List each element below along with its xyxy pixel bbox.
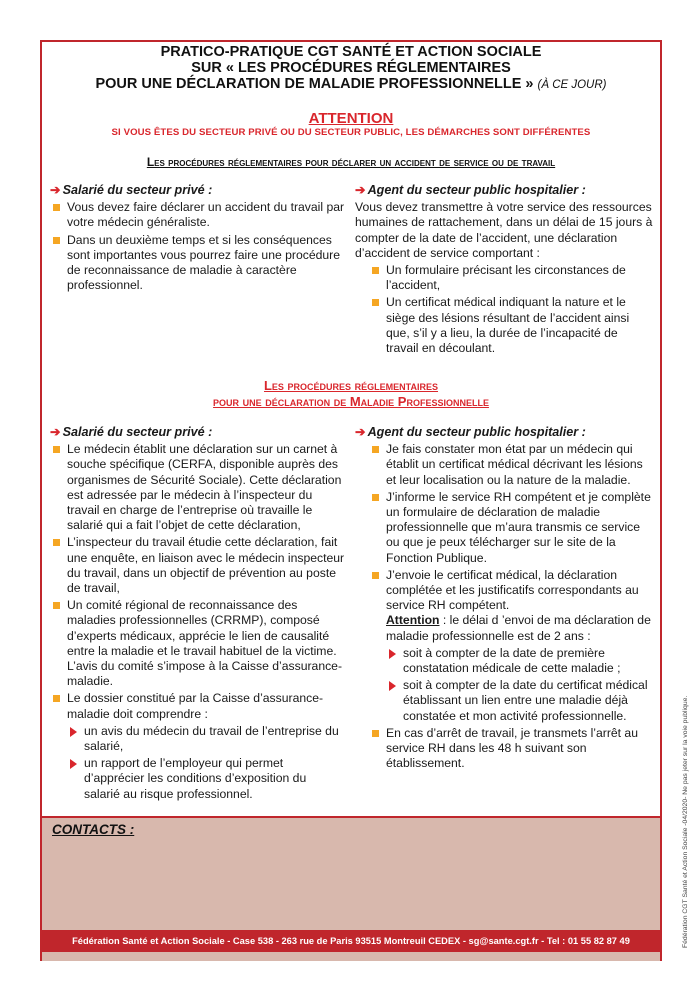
section2-right-sublist [386,646,653,724]
list-item: un avis du médecin du travail de l’entreprise du salarié, [67,724,345,754]
attention-label: Attention [386,613,440,628]
section2-title-line-1: Les procédures réglementaires [263,378,439,393]
list-item: J’envoie le certificat médical, la déclaration complétée et les justificatifs correspondants au service RH compétent. Attention : le délai d ’envoi de ma déclaration de maladie professionnelle est de 2 ans : soit à compter de la date de première constatation médicale de cette maladie ; soit à compter de la date du certificat médical établissant un lien entre une maladie déjà constatée et mon activité professionnelle. [369,568,653,724]
list-item: Un certificat médical indiquant la nature et le siège des lésions résultant de l’accident ainsi que, s’il y a lieu, la durée de l’incapacité de travail en découlant. [369,295,653,356]
list-item: Dans un deuxième temps et si les conséquences sont importantes vous pourrez faire une procédure de reconnaissance de maladie à caractère professionnel. [50,233,345,294]
section2-title [40,378,662,410]
list-item: Un formulaire précisant les circonstances de l’accident, [369,263,653,293]
section2-right-column [355,425,653,773]
arrow-icon: ➔ [355,183,366,197]
section1-left-heading [50,183,345,198]
section2-right-list [369,442,653,771]
triangle-bullet-icon [70,759,77,769]
section1-left-list [50,200,345,293]
triangle-bullet-icon [389,681,396,691]
title-line-3 [40,76,662,93]
attention-heading: ATTENTION [308,110,394,127]
arrow-icon: ➔ [50,425,61,439]
list-item: soit à compter de la date du certificat médical établissant un lien entre une maladie déjà constatée et mon activité professionnelle. [386,678,653,724]
list-item: Un comité régional de reconnaissance des maladies professionnelles (CRRMP), composé d’experts médicaux, apprécie le lien de causalité entre la maladie et le travail habituel de la victime. L’avis du comité s’impose à la Caisse d’assurance-maladie. [50,598,345,689]
square-bullet-icon [53,695,60,702]
square-bullet-icon [53,602,60,609]
section1-right-column [355,183,653,358]
triangle-bullet-icon [70,727,77,737]
list-item: L’inspecteur du travail étudie cette déclaration, fait une enquête, en liaison avec le médecin inspecteur du travail, dans un objectif de prévention au poste de travail, [50,535,345,596]
section2-right-heading-text: Agent du secteur public hospitalier : [367,425,586,439]
section1-left-column [50,183,345,295]
square-bullet-icon [53,204,60,211]
attention-note-text: : le délai d ’envoi de ma déclaration de maladie professionnelle est de 2 ans : [386,613,651,643]
title-line-2: SUR « LES PROCÉDURES RÉGLEMENTAIRES [191,60,511,76]
square-bullet-icon [372,446,379,453]
section1-right-intro: Vous devez transmettre à votre service des ressources humaines de rattachement, dans un délai de 15 jours à compter de la date de l’accident, une déclaration d’accident de service comportant : [355,200,653,260]
attention-subtitle: SI VOUS ÊTES DU SECTEUR PRIVÉ OU DU SECTEUR PUBLIC, LES DÉMARCHES SONT DIFFÉRENTES [111,127,591,138]
section1-title: Les procédures réglementaires pour déclarer un accident de service ou de travail [146,155,556,169]
title-date-note: (À CE JOUR) [537,79,607,91]
square-bullet-icon [53,237,60,244]
square-bullet-icon [372,267,379,274]
section2-left-list [50,442,345,802]
square-bullet-icon [372,572,379,579]
list-item: Je fais constater mon état par un médecin qui établit un certificat médical décrivant les lésions et leur localisation ou la nature de la maladie. [369,442,653,488]
list-item: soit à compter de la date de première constatation médicale de cette maladie ; [386,646,653,676]
page-title [40,44,662,93]
square-bullet-icon [372,494,379,501]
arrow-icon: ➔ [355,425,366,439]
contacts-label: CONTACTS : [52,822,135,837]
square-bullet-icon [53,446,60,453]
section1-right-heading-text: Agent du secteur public hospitalier : [367,183,586,197]
section2-left-heading-text: Salarié du secteur privé : [62,425,213,439]
square-bullet-icon [372,299,379,306]
arrow-icon: ➔ [50,183,61,197]
title-line-3-main: POUR UNE DÉCLARATION DE MALADIE PROFESSIONNELLE » [95,76,534,92]
section2-right-heading [355,425,653,440]
section2-left-sublist [67,724,345,802]
list-item: J’informe le service RH compétent et je complète un formulaire de déclaration de maladie professionnelle que m’aura transmis ce service ou que je peux télécharger sur le site de la Fonction Publique. [369,490,653,566]
footer-address: Fédération Santé et Action Sociale - Case 538 - 263 rue de Paris 93515 Montreuil CEDEX - sg@sante.cgt.fr - Tel : 01 55 82 87 49 [40,930,662,952]
list-item: Le dossier constitué par la Caisse d’assurance-maladie doit comprendre : un avis du médecin du travail de l’entreprise du salarié, un rapport de l’employeur qui permet d’apprécier les conditions d’exposition du salarié au risque professionnel. [50,691,345,801]
section1-right-list [369,263,653,356]
attention-note [386,613,653,643]
side-note: Fédération CGT Santé et Action Sociale -04/2020- Ne pas jeter sur la voie publique. [682,695,689,948]
section1-right-heading [355,183,653,198]
triangle-bullet-icon [389,649,396,659]
section2-left-heading [50,425,345,440]
section2-left-column [50,425,345,804]
square-bullet-icon [372,730,379,737]
list-item: Vous devez faire déclarer un accident du travail par votre médecin généraliste. [50,200,345,230]
section2-title-line-2: pour une déclaration de Maladie Professionnelle [213,394,489,409]
square-bullet-icon [53,539,60,546]
title-line-1: PRATICO-PRATIQUE CGT SANTÉ ET ACTION SOCIALE [160,44,542,60]
list-item: En cas d’arrêt de travail, je transmets l’arrêt au service RH dans les 48 h suivant son établissement. [369,726,653,772]
list-item: Le médecin établit une déclaration sur un carnet à souche spécifique (CERFA, disponible auprès des organismes de Sécurité Sociale). Cette déclaration est adressée par le médecin à l’inspecteur du travail en charge de l’entreprise où travaille le salarié qui a fait l’objet de cette déclaration, [50,442,345,533]
section1-left-heading-text: Salarié du secteur privé : [62,183,213,197]
list-item: un rapport de l’employeur qui permet d’apprécier les conditions d’exposition du salarié au risque professionnel. [67,756,345,802]
